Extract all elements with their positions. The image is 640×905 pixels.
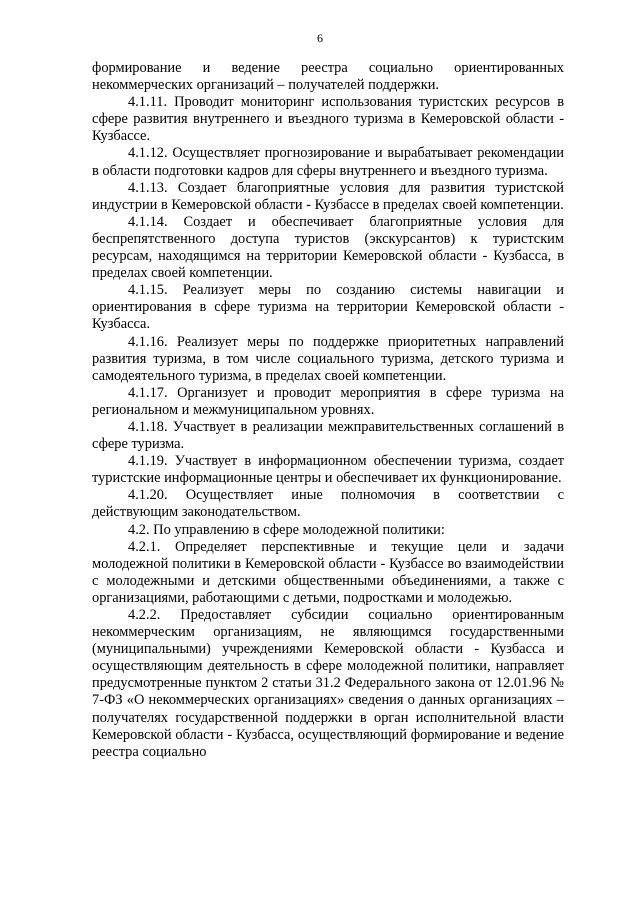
paragraph-4-1-13: 4.1.13. Создает благоприятные условия для развития туристской индустрии в Кемеровской области - Кузбассе в пределах своей компетенции. — [92, 179, 564, 213]
paragraph-continuation: формирование и ведение реестра социально ориентированных некоммерческих организаций – получателей поддержки. — [92, 60, 564, 94]
paragraph-4-1-20: 4.1.20. Осуществляет иные полномочия в соответствии с действующим законодательством. — [92, 487, 564, 521]
paragraph-4-1-18: 4.1.18. Участвует в реализации межправительственных соглашений в сфере туризма. — [92, 418, 564, 453]
paragraph-4-1-11: 4.1.11. Проводит мониторинг использования туристских ресурсов в сфере развития внутреннего и въездного туризма в Кемеровской области - Кузбассе. — [92, 94, 564, 145]
page-number: 6 — [317, 31, 323, 45]
paragraph-4-1-15: 4.1.15. Реализует меры по созданию системы навигации и ориентирования в сфере туризма на территории Кемеровской области - Кузбасса. — [92, 282, 564, 333]
paragraph-4-1-19: 4.1.19. Участвует в информационном обеспечении туризма, создает туристские информационные центры и обеспечивает их функционирование. — [92, 453, 564, 487]
paragraph-4-2-1: 4.2.1. Определяет перспективные и текущие цели и задачи молодежной политики в Кемеровской области - Кузбассе во взаимодействии с молодежными и детскими общественными объединениями, а также с организациями, работающими с детьми, подростками и молодежью. — [92, 538, 564, 606]
section-heading-4-2: 4.2. По управлению в сфере молодежной политики: — [128, 521, 445, 538]
paragraph-4-1-17: 4.1.17. Организует и проводит мероприятия в сфере туризма на региональном и межмуниципальном уровнях. — [92, 384, 564, 418]
paragraph-4-2-2: 4.2.2. Предоставляет субсидии социально ориентированным некоммерческим организациям, не являющимся государственными (муниципальными) учреждениями Кемеровской области - Кузбасса и осуществляющим деятельность в сфере молодежной политики, направляет предусмотренные пунктом 2 статьи 31.2 Федерального закона от 12.01.96 № 7-ФЗ «О некоммерческих организациях» сведения о данных организациях – получателях государственной поддержки в орган исполнительной власти Кемеровской области - Кузбасса, осуществляющий формирование и ведение реестра социально — [92, 607, 564, 760]
paragraph-4-1-16: 4.1.16. Реализует меры по поддержке приоритетных направлений развития туризма, в том числе социального туризма, детского туризма и самодеятельного туризма, в пределах своей компетенции. — [92, 333, 564, 384]
document-body — [92, 60, 564, 761]
paragraph-4-1-14: 4.1.14. Создает и обеспечивает благоприятные условия для беспрепятственного доступа туристов (экскурсантов) к туристским ресурсам, находящимся на территории Кемеровской области - Кузбасса, в пределах своей компетенции. — [92, 213, 564, 282]
paragraph-4-1-12: 4.1.12. Осуществляет прогнозирование и вырабатывает рекомендации в области подготовки кадров для сферы внутреннего и въездного туризма. — [92, 145, 564, 179]
